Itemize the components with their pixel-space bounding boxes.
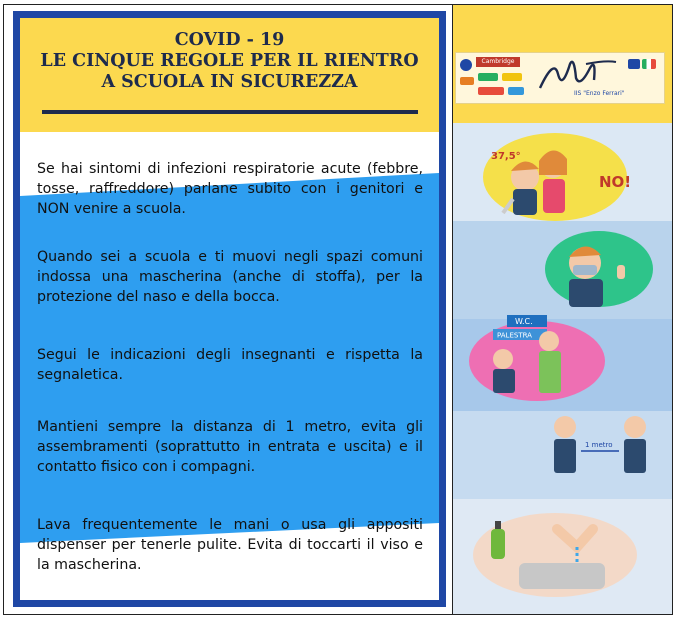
logo-card bbox=[455, 52, 665, 104]
title-underline bbox=[42, 110, 418, 114]
distance-illustration bbox=[545, 409, 657, 479]
badge-icon bbox=[508, 87, 524, 95]
school-name: IIS "Enzo Ferrari" bbox=[574, 90, 625, 97]
fever-label: 37,5° bbox=[491, 151, 521, 162]
badge-icon bbox=[478, 73, 498, 81]
signature-logo bbox=[536, 54, 626, 94]
rule-1: Se hai sintomi di infezioni respiratorie acute (febbre, tosse, raffreddore) parlane subito con i genitori e NON venire a scuola. bbox=[37, 161, 423, 217]
wc-sign: W.C. bbox=[515, 317, 533, 326]
rule-4: Mantieni sempre la distanza di 1 metro, evita gli assembramenti (soprattutto in entrata e uscita) e il contatto fisico con i compagni. bbox=[37, 419, 423, 475]
italy-flag-icon bbox=[642, 59, 656, 69]
rule-5: Lava frequentemente le mani o usa gli appositi dispenser per tenerle pulite. Evita di toccarti il viso e la mascherina. bbox=[37, 517, 423, 573]
distance-label: 1 metro bbox=[585, 441, 613, 449]
illustration-column bbox=[453, 5, 672, 614]
handwash-illustration bbox=[467, 507, 667, 603]
poster bbox=[13, 11, 446, 607]
badge-icon bbox=[502, 73, 522, 81]
poster-header bbox=[20, 18, 439, 132]
mask-illustration bbox=[543, 229, 655, 311]
signage-illustration bbox=[467, 311, 617, 405]
cambridge-logo: Cambridge bbox=[476, 57, 520, 67]
emblem-icon bbox=[460, 59, 472, 71]
gym-sign: PALESTRA bbox=[497, 331, 532, 340]
fever-illustration bbox=[467, 125, 647, 225]
poster-inner bbox=[20, 18, 439, 600]
badge-icon bbox=[478, 87, 504, 95]
logo-bar bbox=[453, 5, 672, 123]
badge-icon bbox=[460, 77, 474, 85]
poster-title: COVID - 19 LE CINQUE REGOLE PER IL RIENTRO A SCUOLA IN SICUREZZA bbox=[40, 30, 419, 92]
no-label: NO! bbox=[599, 173, 632, 191]
rule-3: Segui le indicazioni degli insegnanti e rispetta la segnaletica. bbox=[37, 347, 423, 383]
rule-2: Quando sei a scuola e ti muovi negli spazi comuni indossa una mascherina (anche di stoffa), per la protezione del naso e della bocca. bbox=[37, 249, 423, 305]
eu-flag-icon bbox=[628, 59, 640, 69]
